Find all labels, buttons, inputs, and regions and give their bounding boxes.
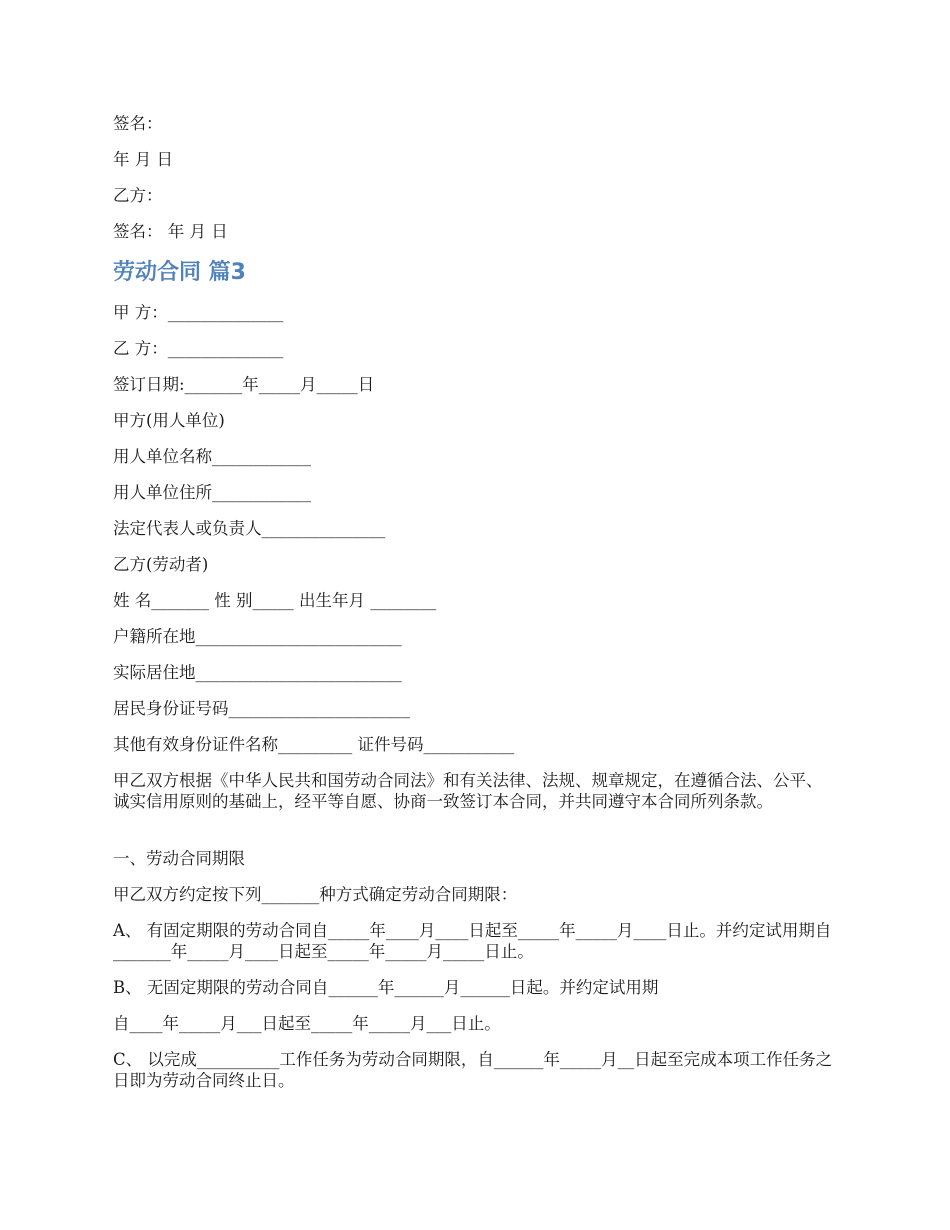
preamble-paragraph: 甲乙双方根据《中华人民共和国劳动合同法》和有关法律、法规、规章规定，在遵循合法、公平、诚实信用原则的基础上，经平等自愿、协商一致签订本合同，并共同遵守本合同所列条款。	[113, 771, 823, 811]
worker-title: 乙方(劳动者)	[113, 555, 209, 574]
clause-1-option-a: A、 有固定期限的劳动合同自_____年____月____日起至_____年_____月____日止。并约定试用期自_______年_____月____日起至_____年_____月_____日止。	[113, 921, 832, 961]
sign-date-line: 签名： 年 月 日	[113, 222, 228, 241]
other-id-field: 其他有效身份证件名称_________ 证件号码___________	[113, 735, 515, 754]
residence-field: 实际居住地_________________________	[113, 663, 402, 682]
legal-rep-field: 法定代表人或负责人_______________	[113, 519, 386, 538]
clause-1-intro: 甲乙双方约定按下列_______种方式确定劳动合同期限：	[113, 885, 518, 904]
employer-title: 甲方(用人单位)	[113, 411, 225, 430]
party-a-field: 甲 方：______________	[113, 303, 284, 322]
clause-1-option-c: C、 以完成__________工作任务为劳动合同期限，自______年_____月__日起至完成本项工作任务之日即为劳动合同终止日。	[113, 1050, 833, 1090]
clause-1-option-b-line1: B、 无固定期限的劳动合同自______年______月______日起。并约定试用期	[113, 978, 659, 997]
employer-name-field: 用人单位名称____________	[113, 447, 311, 466]
party-b-label: 乙方：	[113, 186, 163, 205]
party-b-field: 乙 方：______________	[113, 339, 284, 358]
worker-name-gender-birth-field: 姓 名_______ 性 别_____ 出生年月 ________	[113, 591, 437, 610]
id-number-field: 居民身份证号码______________________	[113, 699, 410, 718]
employer-address-field: 用人单位住所____________	[113, 483, 311, 502]
household-field: 户籍所在地_________________________	[113, 627, 402, 646]
section-title: 劳动合同 篇3	[113, 260, 246, 285]
sign-label: 签名：	[113, 114, 163, 133]
sign-date-field: 签订日期:_______年_____月_____日	[113, 375, 375, 394]
clause-1-title: 一、劳动合同期限	[113, 849, 245, 868]
date-line: 年 月 日	[113, 150, 173, 169]
clause-1-option-b-line2: 自____年_____月___日起至_____年_____月___日止。	[113, 1014, 501, 1033]
